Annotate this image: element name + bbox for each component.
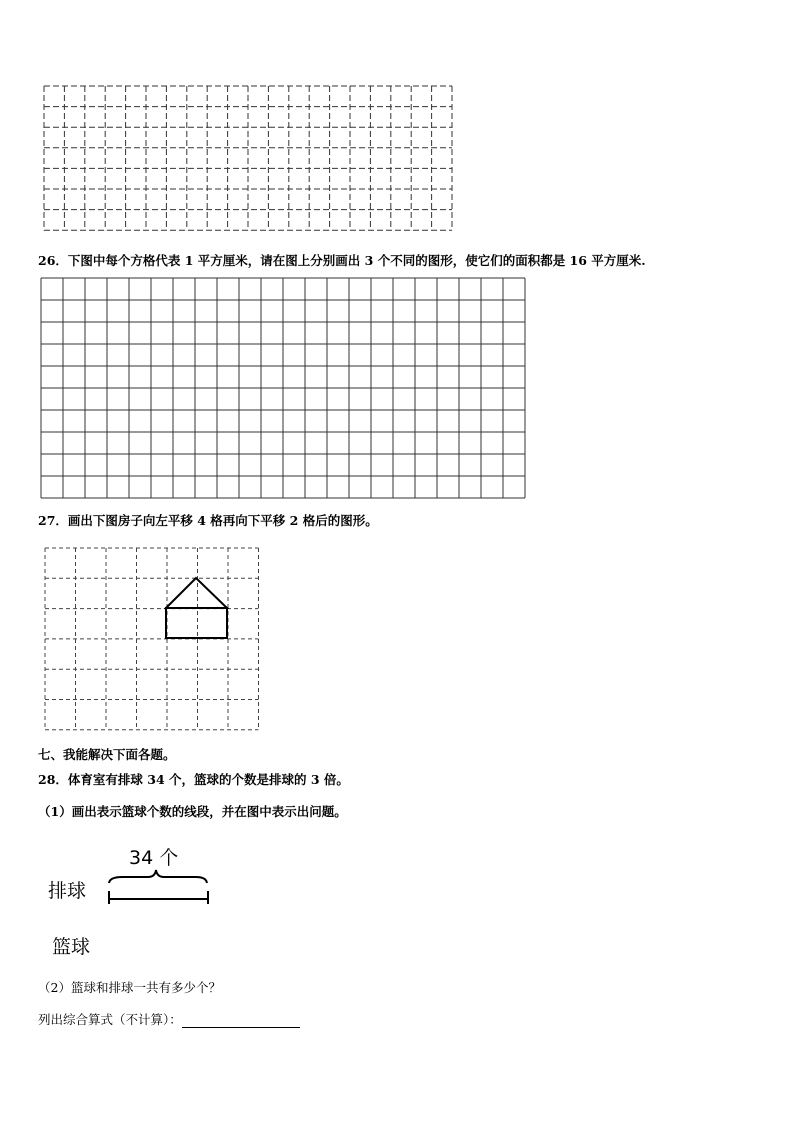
question-28-number: 28． <box>38 772 68 787</box>
question-28 <box>38 770 349 788</box>
brace <box>109 870 207 883</box>
volleyball-label: 排球 <box>48 880 87 902</box>
question-26 <box>38 251 646 269</box>
house-figure <box>166 578 227 638</box>
formula-answer-line[interactable] <box>182 1013 300 1028</box>
question-28-part-2: （2）篮球和排球一共有多少个？ <box>38 980 221 995</box>
formula-row <box>38 1010 300 1028</box>
formula-label: 列出综合算式（不计算）： <box>38 1012 182 1027</box>
section-7-title: 七、我能解决下面各题。 <box>38 747 176 762</box>
top-dashed-grid <box>42 85 454 231</box>
question-28-text: 体育室有排球 34 个，篮球的个数是排球的 3 倍。 <box>67 772 349 787</box>
count-label: 34 个 <box>129 847 179 869</box>
house-roof <box>166 578 227 608</box>
house-grid-27[interactable] <box>44 547 260 731</box>
question-27 <box>38 511 378 529</box>
question-26-number: 26． <box>38 253 68 268</box>
square-grid-26[interactable] <box>40 277 527 499</box>
basketball-label: 篮球 <box>52 936 91 958</box>
question-27-text: 画出下图房子向左平移 4 格再向下平移 2 格后的图形。 <box>67 513 378 528</box>
question-26-text: 下图中每个方格代表 1 平方厘米，请在图上分别画出 3 个不同的图形，使它们的面积都是 16 平方厘米. <box>67 253 646 268</box>
question-27-number: 27． <box>38 513 68 528</box>
volleyball-segment <box>104 864 214 909</box>
question-28-part-1: （1）画出表示篮球个数的线段，并在图中表示出问题。 <box>38 804 347 819</box>
house-body <box>166 608 227 638</box>
